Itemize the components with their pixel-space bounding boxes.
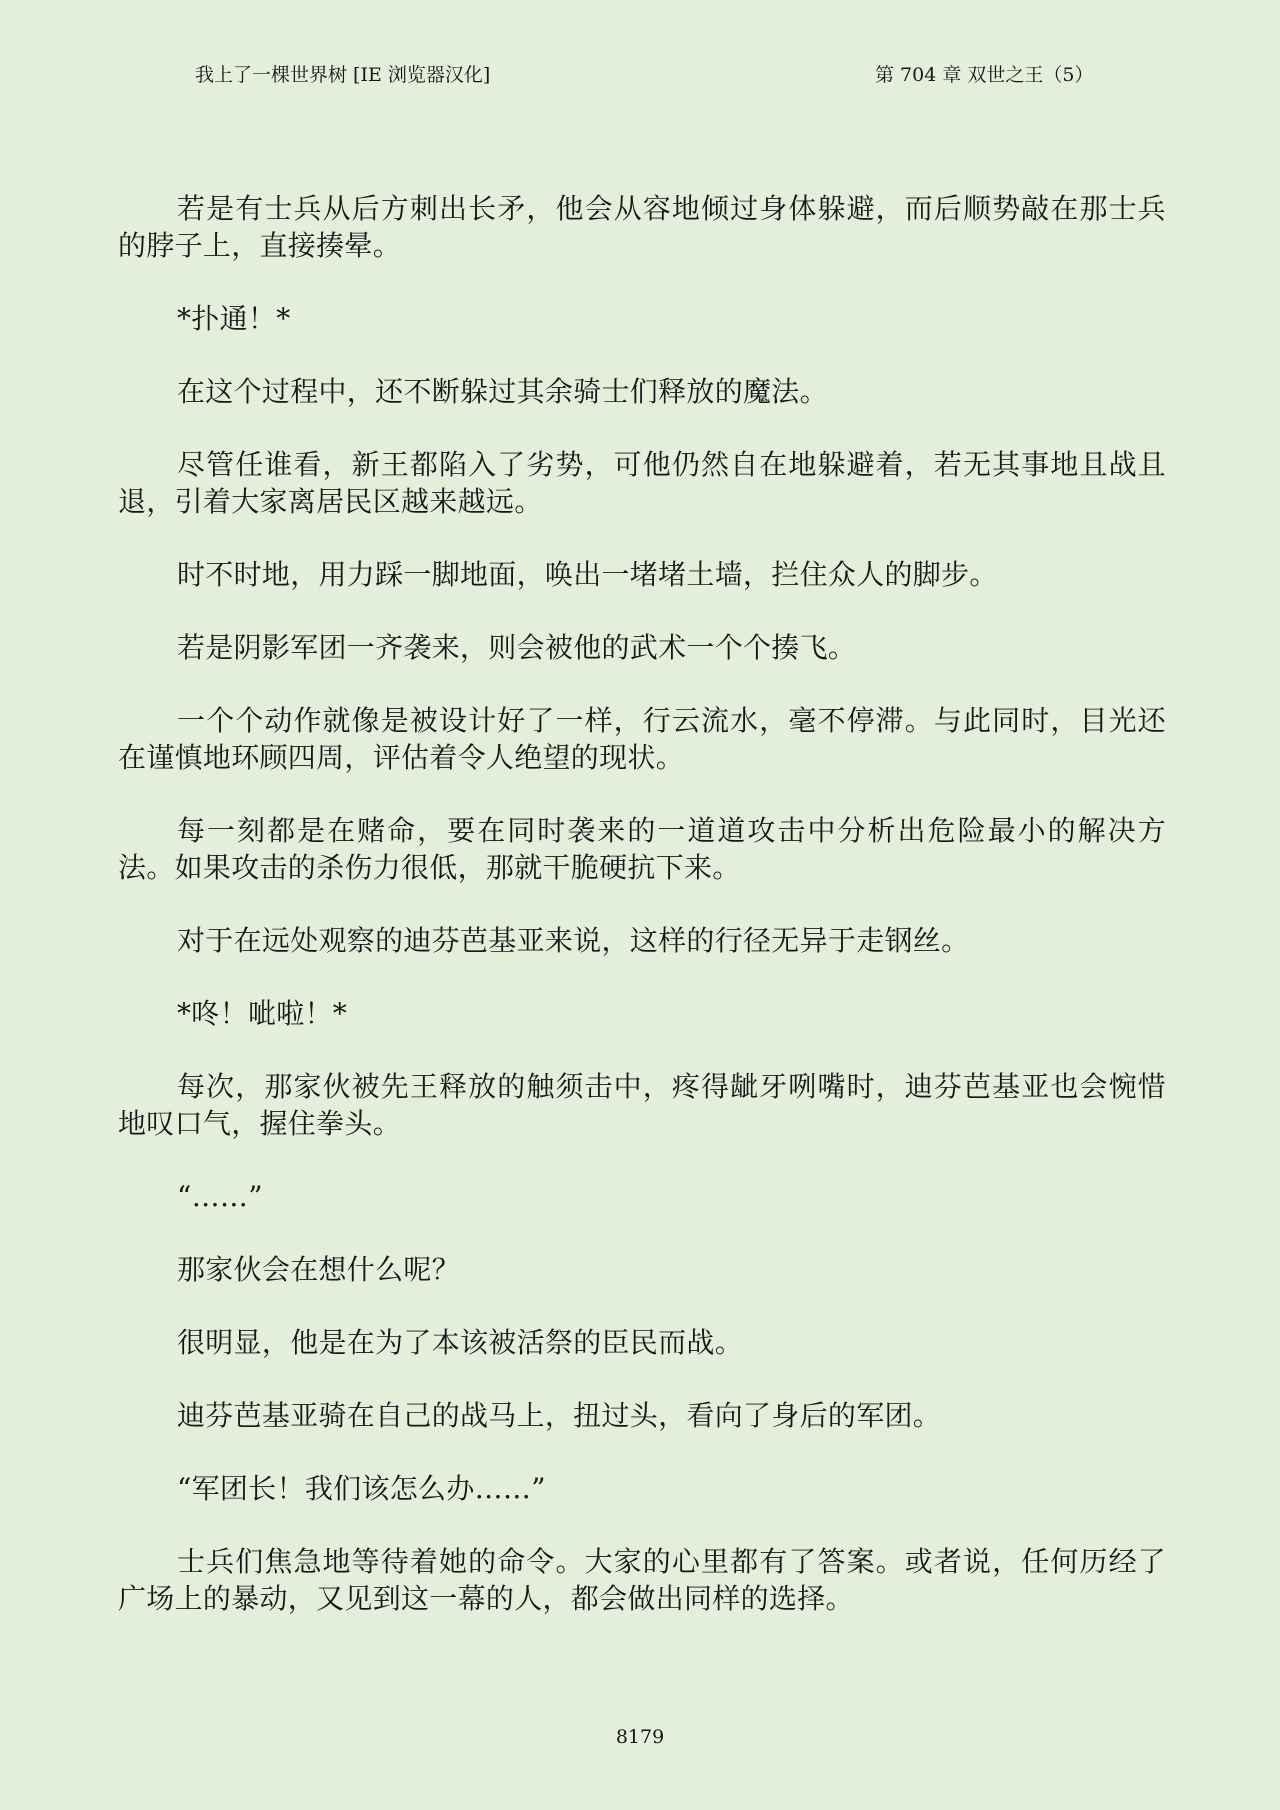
paragraph: 很明显，他是在为了本该被活祭的臣民而战。 bbox=[177, 1326, 744, 1359]
paragraph: *扑通！* bbox=[177, 302, 291, 335]
paragraph: “军团长！我们该怎么办……” bbox=[177, 1472, 546, 1505]
book-title: 我上了一棵世界树 [IE 浏览器汉化] bbox=[195, 64, 491, 86]
paragraph: 若是有士兵从后方刺出长矛，他会从容地倾过身体躲避，而后顺势敲在那士兵的脖子上，直接揍晕。 bbox=[118, 192, 1166, 262]
chapter-title: 第 704 章 双世之王（5） bbox=[875, 64, 1094, 86]
page-number: 8179 bbox=[615, 1726, 665, 1748]
paragraph: 尽管任谁看，新王都陷入了劣势，可他仍然自在地躲避着，若无其事地且战且退，引着大家离居民区越来越远。 bbox=[118, 448, 1166, 518]
paragraph: 士兵们焦急地等待着她的命令。大家的心里都有了答案。或者说，任何历经了广场上的暴动，又见到这一幕的人，都会做出同样的选择。 bbox=[118, 1545, 1166, 1615]
paragraph: “……” bbox=[177, 1180, 263, 1213]
paragraph: 若是阴影军团一齐袭来，则会被他的武术一个个揍飞。 bbox=[177, 631, 857, 664]
paragraph: 迪芬芭基亚骑在自己的战马上，扭过头，看向了身后的军团。 bbox=[177, 1399, 942, 1432]
paragraph: 一个个动作就像是被设计好了一样，行云流水，毫不停滞。与此同时，目光还在谨慎地环顾四周，评估着令人绝望的现状。 bbox=[118, 704, 1166, 774]
paragraph: 时不时地，用力踩一脚地面，唤出一堵堵土墙，拦住众人的脚步。 bbox=[177, 558, 998, 591]
paragraph: 那家伙会在想什么呢？ bbox=[177, 1253, 461, 1286]
paragraph: 每一刻都是在赌命，要在同时袭来的一道道攻击中分析出危险最小的解决方法。如果攻击的杀伤力很低，那就干脆硬抗下来。 bbox=[118, 814, 1166, 884]
paragraph: 每次，那家伙被先王释放的触须击中，疼得龇牙咧嘴时，迪芬芭基亚也会惋惜地叹口气，握住拳头。 bbox=[118, 1070, 1166, 1140]
paragraph: 对于在远处观察的迪芬芭基亚来说，这样的行径无异于走钢丝。 bbox=[177, 924, 970, 957]
paragraph: 在这个过程中，还不断躲过其余骑士们释放的魔法。 bbox=[177, 375, 828, 408]
paragraph: *咚！呲啦！* bbox=[177, 997, 348, 1030]
chapter-body bbox=[118, 190, 1166, 1653]
